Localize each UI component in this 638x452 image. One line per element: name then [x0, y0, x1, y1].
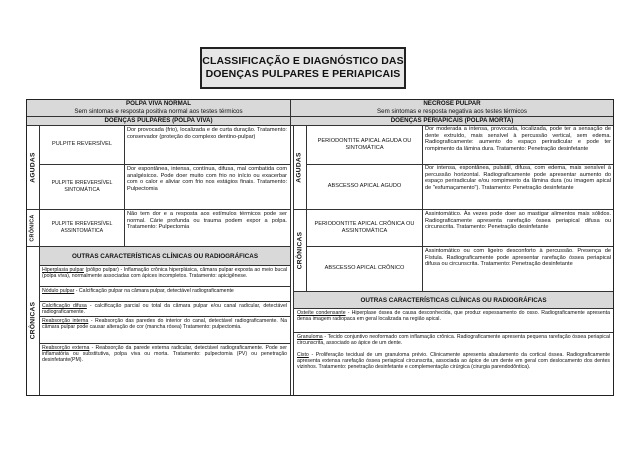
pulpite-irreversivel-assint-desc: Não tem dor e a resposta aos estímulos térmicos pode ser normal. Cárie profunda ou trauma podem expor a polpa. Tratamento: Pulpectomia — [127, 211, 287, 231]
periodontite-cronica-desc: Assintomático. Às vezes pode doer ao mastigar alimentos mais sólidos. Radiograficamente apresenta rarefação óssea periapical difusa ou circunscrita. Tratamento: Penetração desinfetante — [425, 211, 611, 231]
left-subheader: Sem sintomas e resposta positiva normal aos testes térmicos — [74, 108, 243, 115]
left-other-item: Nódulo pulpar - Calcificação pulpar na câmara pulpar, detectável radiograficamente — [42, 288, 234, 294]
left-other-item: Hiperplasia pulpar (pólipo pulpar) - Inflamação crônica hiperplásica, câmara pulpar exposta ao meio bucal (polpa viva), normalmente associadas com ápices incompletos. Tratamento: apicigênese. — [42, 267, 288, 280]
left-cronicas-label: CRÔNICAS — [29, 301, 37, 340]
pulpite-irreversivel-assint-name: PULPITE IRREVERSÍVEL ASSINTOMÁTICA — [51, 221, 113, 234]
periodontite-aguda-desc: Dor moderada a intensa, provocada, localizada, pode ter a sensação de dente extruído, mais sensível à percussão vertical, sem edema. Radiograficamente: aumento do espaço periradicular e pode ter rompimento da lâmina dura. Tratamento: Penetração desinfetante — [425, 126, 611, 152]
left-header: POLPA VIVA NORMAL — [126, 100, 191, 107]
left-agudas-label: AGUDAS — [29, 151, 37, 183]
pulpite-irreversivel-sint-name: PULPITE IRREVERSÍVEL SINTOMÁTICA — [51, 180, 113, 193]
right-other-item: Osteíte condensante - Hiperplase óssea de causa desconhecida, que produz espessamento do osso. Radiograficamente apresenta densa imagem radiopaca em geral localizada na região apical. — [297, 310, 610, 323]
pulpite-reversivel-name: PULPITE REVERSÍVEL — [52, 141, 112, 148]
abscesso-cronico-desc: Assintomático ou com ligeiro desconforto à percussão. Presença de Fístula. Radiograficamente pode apresentar rarefação óssea periapical difusa ou circunscrita. Tratamento: Penetração desinfetante — [425, 248, 611, 268]
left-other-title: OUTRAS CARACTERÍSTICAS CLÍNICAS OU RADIOGRÁFICAS — [40, 247, 290, 265]
abscesso-agudo-desc: Dor intensa, espontânea, pulsátil, difusa, com edema, mais sensível à percussão horizontal. Radiograficamente pode apresentar aumento do espaço periradicular e/ou rompimento da lâmina dura (ou imagem apical de "esfumaçamento"). Tratamento: Penetração desinfetante — [425, 165, 611, 191]
right-agudas-label: AGUDAS — [296, 151, 303, 183]
left-other-item: Calcificação difusa - calcificação parcial ou total da câmara pulpar e/ou canal radicular, detectável radiograficamente. — [42, 303, 287, 316]
left-section-title: DOENÇAS PULPARES (POLPA VIVA) — [104, 117, 213, 124]
left-other-item: Reabsorção interna - Reabsorção das paredes do interior do canal, detectável radiograficamente. Na câmara pulpar pode causar alteração de cor (mancha rósea) Tratamento: pulpectomia. — [42, 318, 287, 331]
right-section-title: DOENÇAS PERIAPICAIS (POLPA MORTA) — [390, 117, 514, 124]
title-line-1: CLASSIFICAÇÃO E DIAGNÓSTICO DAS — [202, 55, 404, 67]
pulpite-reversivel-desc: Dor provocada (frio), localizada e de curta duração. Tratamento: conservador (proteção do complexo dentino-pulpar) — [127, 127, 287, 140]
right-other-title: OUTRAS CARACTERÍSTICAS CLÍNICAS OU RADIOGRÁFICAS — [294, 292, 613, 308]
left-other-item: Reabsorção externa - Reabsorção da parede externa radicular, detectável radiograficamente. Pode ser inflamatória ou substitutiva, polpa viva ou morta. Tratamento: pulpectomia (PV) ou penetração desinfetante(PM). — [42, 345, 287, 364]
periodontite-aguda-name: PERIODONTITE APICAL AGUDA OU SINTOMÁTICA — [317, 137, 412, 151]
right-header: NECROSE PULPAR — [423, 100, 481, 107]
left-cronica-label: CRÔNICA — [30, 213, 37, 242]
classification-table — [26, 99, 614, 396]
pulpite-irreversivel-sint-desc: Dor espontânea, intensa, contínua, difusa, mal combatida com analgésicos. Pode doer muito com frio no início ou exacerbar com o calor e aliviar com frio nos estágios finais. Tratamento: Pulpectomia — [127, 166, 287, 192]
title-line-2: DOENÇAS PULPARES E PERIAPICAIS — [205, 68, 401, 80]
right-subheader: Sem sintomas e resposta negativa aos testes térmicos — [377, 108, 527, 115]
right-cronicas-label: CRÔNICAS — [296, 231, 304, 269]
right-other-item: Cisto - Proliferação tecidual de um granuloma prévio. Clinicamente apresenta abaulamento da cortical óssea. Radiograficamente apresenta extensa rarefação óssea periapical circunscrita, associada ao ápice de um dente em geral com deslocamento dos dentes vizinhos. Tratamento: penetração desinfetante e complementação cirúrgica (cirurgia parendodôntica). — [297, 352, 610, 371]
abscesso-agudo-name: ABSCESSO APICAL AGUDO — [327, 183, 402, 190]
right-other-item: Granuloma - Tecido conjuntivo neoformado com inflamação crônica. Radiograficamente apresenta pequena rarefação óssea periapical circunscrita, associado ao ápice de um dente. — [297, 334, 610, 347]
periodontite-cronica-name: PERIODONTITE APICAL CRÔNICA OU ASSINTOMÁTICA — [314, 220, 415, 234]
abscesso-cronico-name: ABSCESSO APICAL CRÔNICO — [324, 265, 405, 272]
document-title-box — [200, 47, 406, 89]
